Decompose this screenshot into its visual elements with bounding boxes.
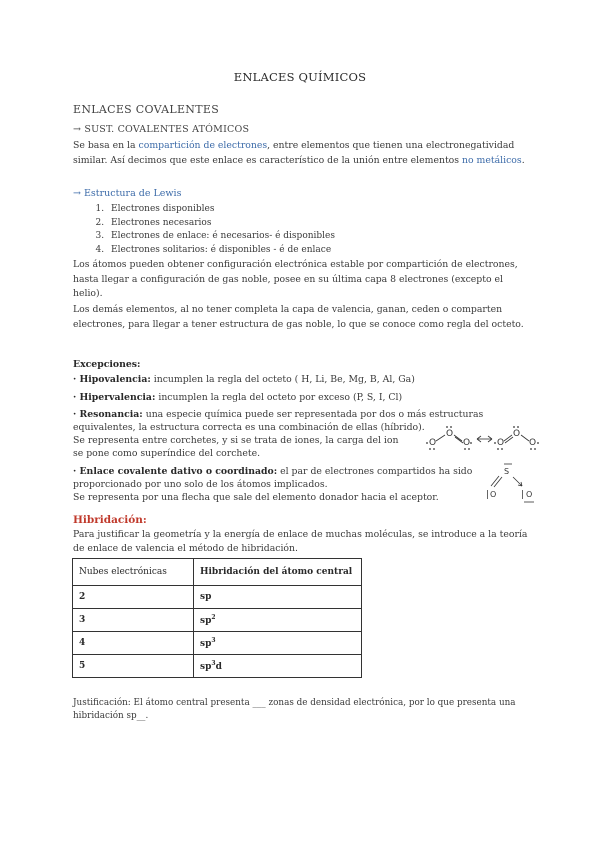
svg-text:O: O	[446, 429, 454, 439]
svg-text:O: O	[529, 438, 537, 448]
table-row: 5 $sp^3d$	[73, 655, 362, 678]
svg-text:O: O	[513, 429, 521, 439]
svg-text:|: |	[486, 490, 490, 500]
table-row: 2 sp	[73, 586, 362, 609]
table-header-cell: Nubes electrónicas	[73, 559, 194, 586]
list-item: 2. Electrones necesarios	[107, 217, 335, 231]
subsection-heading: → SUST. COVALENTES ATÓMICOS	[73, 124, 250, 135]
hypervalence-line: · Hipervalencia: incumplen la regla del octeto por exceso (P, S, I, Cl)	[73, 392, 403, 403]
highlight-term: no metálicos	[462, 154, 522, 166]
list-item: 4. Electrones solitarios: é disponibles - é de enlace	[107, 244, 335, 258]
page-title: ENLACES QUÍMICOS	[233, 70, 367, 84]
svg-text:S: S	[504, 467, 510, 476]
section-heading: ENLACES COVALENTES	[73, 103, 220, 116]
octet-paragraph: Los demás elementos, al no tener completa la capa de valencia, ganan, ceden o comparten electrones, para llegar a tener estructura de gas noble, lo que se conoce como regla del octeto.	[73, 304, 524, 330]
dative-block: · Enlace covalente dativo o coordinado: el par de electrones compartidos ha sido proporcionado por uno solo de los átomos implicados. Se representa por una flecha que sale del elemento donador hacia el aceptor.	[73, 466, 473, 503]
svg-text:O: O	[490, 490, 497, 499]
resonance-block: · Resonancia: una especie química puede ser representada por dos o más estructuras equivalentes, la estructura correcta es una combinación de ellas (híbrido). Se representa entre corchetes, y si se trata de iones, la carga del ion se pone como superíndice del corchete.	[73, 409, 484, 459]
hybridization-heading: Hibridación:	[73, 514, 147, 526]
hypovalence-line: · Hipovalencia: incumplen la regla del octeto ( H, Li, Be, Mg, B, Al, Ga)	[73, 374, 415, 385]
highlight-term: compartición de electrones	[138, 140, 268, 151]
svg-text:O: O	[526, 490, 533, 499]
svg-text:|: |	[521, 490, 525, 500]
table-header-cell: Hibridación del átomo central	[194, 559, 362, 586]
list-item: 3. Electrones de enlace: é necesarios- é disponibles	[107, 230, 335, 244]
table-row: 4 $sp^3$	[73, 632, 362, 655]
table-header-row	[73, 559, 362, 586]
dative-bond-diagram	[480, 461, 550, 505]
lewis-heading: → Estructura de Lewis	[73, 188, 182, 199]
svg-text:O: O	[429, 438, 437, 448]
hybridization-table	[72, 558, 362, 678]
table-row: 3 $sp^2$	[73, 609, 362, 632]
list-item: 1. Electrones disponibles	[107, 203, 335, 217]
svg-text:O: O	[497, 438, 505, 448]
intro-paragraph: Se basa en la compartición de electrones, entre elementos que tienen una electronegatividad similar. Así decimos que este enlace es característico de la unión entre elementos no metálicos.	[73, 140, 525, 166]
svg-text:O: O	[463, 438, 471, 448]
lewis-list	[73, 203, 335, 257]
justification-text: Justificación: El átomo central presenta ___ zonas de densidad electrónica, por lo que presenta una hibridación sp__.	[73, 698, 516, 721]
resonance-diagram	[425, 424, 545, 452]
exceptions-heading: Excepciones:	[73, 359, 141, 370]
hybridization-intro: Para justificar la geometría y la energía de enlace de muchas moléculas, se introduce a la teoría de enlace de valencia el método de hibridación.	[73, 529, 528, 554]
noble-gas-paragraph: Los átomos pueden obtener configuración electrónica estable por compartición de electrones, hasta llegar a configuración de gas noble, posee en su última capa 8 electrones (excepto el helio).	[73, 259, 518, 299]
